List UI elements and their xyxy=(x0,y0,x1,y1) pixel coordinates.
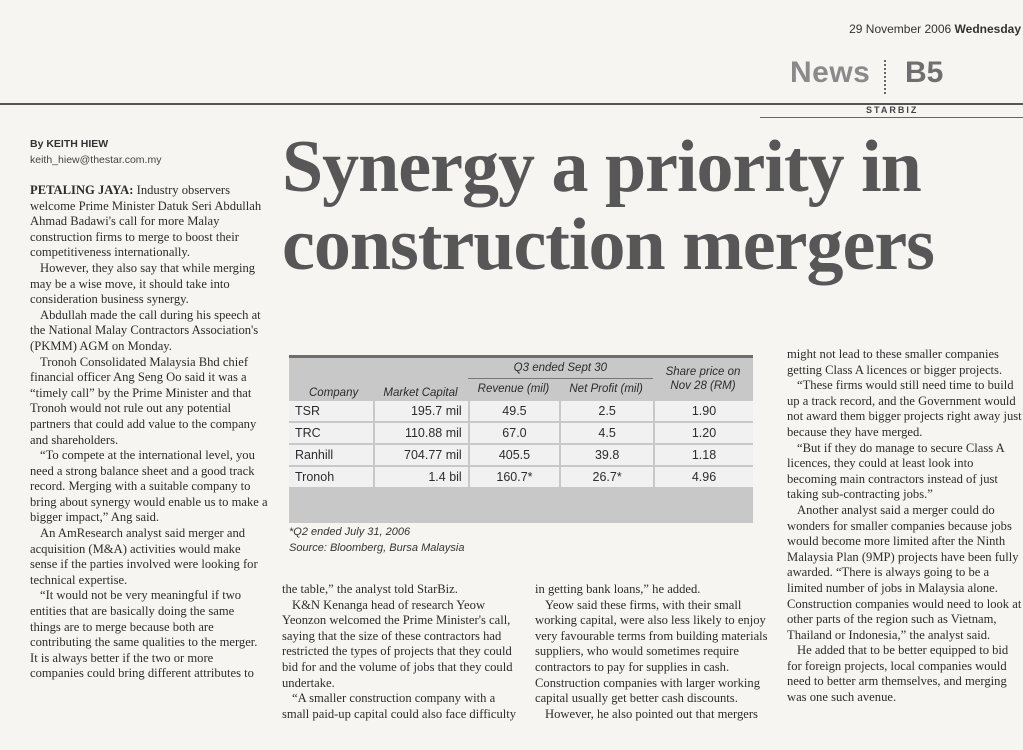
cell-net-profit: 2.5 xyxy=(559,399,653,421)
table-row xyxy=(289,443,753,465)
table-footnote: *Q2 ended July 31, 2006 xyxy=(289,526,411,538)
cell-share-price: 1.18 xyxy=(653,443,753,465)
paragraph: “To compete at the international level, you need a strong balance sheet and a good track record. Merging with a suitable company to bring about synergy would enable us to make a bigger impact,” Ang said. xyxy=(30,448,268,525)
paragraph: He added that to be better equipped to bid for foreign projects, local companies would need to better arm themselves, and merging was one such avenue. xyxy=(787,643,1009,705)
header-market-capital: Market Capital xyxy=(383,387,458,399)
paragraph: “A smaller construction company with a small paid-up capital could also face difficulty xyxy=(282,691,517,721)
table-row xyxy=(289,399,753,421)
issue-date: 29 November 2006 Wednesday xyxy=(849,22,1021,36)
headline-line-1: Synergy a priority in xyxy=(282,126,921,208)
cell-market-capital: 1.4 bil xyxy=(373,465,467,487)
article-column-4 xyxy=(787,347,1023,706)
headline xyxy=(282,128,1022,284)
section-name: News xyxy=(790,56,871,89)
paragraph: Another analyst said a merger could do wonders for smaller companies because jobs would become more limited after the Ninth Malaysia Plan (9MP) projects have been fully awarded. “There is always going to be a limited number of jobs in Malaysia alone. Construction companies would need to look at other parts of the region such as Vietnam, Thailand or Indonesia,” the analyst said. xyxy=(787,502,1022,642)
cell-company: Ranhill xyxy=(289,443,373,465)
cell-revenue: 67.0 xyxy=(468,421,560,443)
paragraph: K&N Kenanga head of research Yeow Yeonzon welcomed the Prime Minister's call, saying that the size of these contractors had restricted the types of projects that they could bid for and the volume of jobs that they could undertake. xyxy=(282,597,513,690)
paragraph: in getting bank loans,” he added. xyxy=(535,582,701,596)
cell-net-profit: 39.8 xyxy=(559,443,653,465)
cell-revenue: 49.5 xyxy=(468,399,560,421)
cell-market-capital: 110.88 mil xyxy=(373,421,467,443)
cell-share-price: 4.96 xyxy=(653,465,753,487)
subsection-name: STARBIZ xyxy=(866,105,919,115)
paragraph: However, they also say that while merging may be a wise move, it should take into consideration business synergy. xyxy=(30,260,256,307)
cell-company: TRC xyxy=(289,421,373,443)
paragraph: However, he also pointed out that mergers xyxy=(545,706,758,721)
paragraph: Abdullah made the call during his speech at the National Malay Contractors Association's (PKMM) AGM on Monday. xyxy=(30,307,261,353)
header-share-price: Share price on Nov 28 (RM) xyxy=(665,365,741,392)
cell-revenue: 405.5 xyxy=(468,443,560,465)
paragraph: the table,” the analyst told StarBiz. xyxy=(282,582,458,596)
cell-revenue: 160.7* xyxy=(468,465,560,487)
paragraph: Yeow said these firms, with their small working capital, were also less likely to enjoy very favourable terms from building materials suppliers, who would sometimes require contractors to pay for supplies in cash. Construction companies with larger working capital usually get better cash discounts. xyxy=(535,597,768,706)
article-column-2 xyxy=(282,582,522,722)
paragraph: “But if they do manage to secure Class A licences, they could at least look into becoming main contractors instead of just taking sub-contracting jobs.” xyxy=(787,440,1005,502)
cell-share-price: 1.20 xyxy=(653,421,753,443)
paragraph: Tronoh Consolidated Malaysia Bhd chief financial officer Ang Seng Oo said it was a “timely call” by the Prime Minister and that Tronoh would not rule out any potential partners that could add value to the company and shareholders. xyxy=(30,354,257,447)
cell-company: Tronoh xyxy=(289,465,373,487)
paragraph: “It would not be very meaningful if two entities that are basically doing the same things are to merge because both are contributing the same qualities to the merger. It is always better if the two or more companies could bring different attributes to xyxy=(30,588,258,681)
headline-line-2: construction mergers xyxy=(282,204,934,286)
dateline: PETALING JAYA: xyxy=(30,183,134,197)
section-divider xyxy=(884,60,886,94)
page-number: B5 xyxy=(905,56,944,89)
cell-share-price: 1.90 xyxy=(653,399,753,421)
paragraph: PETALING JAYA: Industry observers welcome Prime Minister Datuk Seri Abdullah Ahmad Badawi's call for more Malay construction firms to merge to boost their competitiveness internationally. xyxy=(30,183,262,260)
cell-market-capital: 704.77 mil xyxy=(373,443,467,465)
subsection-rule xyxy=(760,117,1023,118)
header-revenue: Revenue (mil) xyxy=(477,383,550,395)
author-email: keith_hiew@thestar.com.my xyxy=(30,154,162,166)
cell-net-profit: 26.7* xyxy=(559,465,653,487)
cell-company: TSR xyxy=(289,399,373,421)
article-column-1 xyxy=(30,183,268,682)
paragraph: “These firms would still need time to build up a track record, and the Government would not award them bigger projects right away just because they have merged. xyxy=(787,378,1022,439)
table-notes xyxy=(289,524,464,556)
header-q3-group: Q3 ended Sept 30 xyxy=(468,358,653,379)
header-net-profit: Net Profit (mil) xyxy=(569,383,643,395)
financial-table xyxy=(289,355,753,523)
byline: By KEITH HIEW xyxy=(30,138,109,150)
cell-market-capital: 195.7 mil xyxy=(373,399,467,421)
table-row xyxy=(289,421,753,443)
article-column-3 xyxy=(535,582,775,722)
paragraph: An AmResearch analyst said merger and acquisition (M&A) activities would make sense if the parties involved were looking for technical expertise. xyxy=(30,526,258,587)
paragraph: might not lead to these smaller companies getting Class A licences or bigger projects. xyxy=(787,347,1003,377)
table-source: Source: Bloomberg, Bursa Malaysia xyxy=(289,542,465,554)
header-company: Company xyxy=(309,387,359,399)
cell-net-profit: 4.5 xyxy=(559,421,653,443)
table-row xyxy=(289,465,753,487)
